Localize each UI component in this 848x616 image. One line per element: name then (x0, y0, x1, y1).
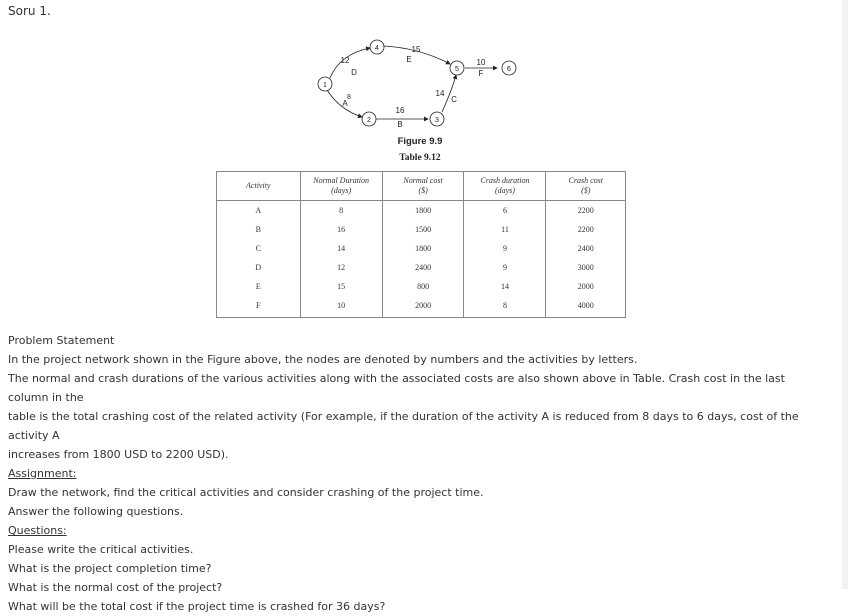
problem-text (8, 331, 808, 616)
cell: 800 (382, 277, 464, 296)
cell: E (255, 282, 261, 291)
activity-table (216, 171, 626, 318)
cell: 4000 (546, 296, 626, 318)
node-3 (430, 112, 444, 126)
edge-F-duration: 10 (476, 58, 486, 67)
cell: B (255, 225, 261, 234)
edge-E-letter: E (406, 55, 412, 64)
problem-line: The normal and crash durations of the various activities along with the associated costs are also shown above in Table. Crash cost in the last column in the (8, 372, 785, 404)
problem-line: table is the total crashing cost of the related activity (For example, if the duration of the activity A is reduced from 8 days to 6 days, cost of the activity A (8, 410, 799, 442)
table-header-row (217, 172, 626, 201)
col-header-normal-duration: Normal Duration (days) (300, 172, 382, 201)
cell: 8 (300, 201, 382, 221)
cell: 1800 (382, 201, 464, 221)
cell: 6 (464, 201, 546, 221)
table-row (217, 277, 626, 296)
cell: 2000 (546, 277, 626, 296)
edge-A-letter: A (342, 99, 348, 108)
col-header-activity: Activity (217, 172, 301, 201)
questions-heading: Questions: (8, 524, 67, 537)
question-item: What will be the total cost if the project time is crashed for 36 days? (8, 600, 386, 613)
cell: A (255, 206, 262, 215)
node-5 (450, 61, 464, 75)
col-header-crash-duration: Crash duration (days) (464, 172, 546, 201)
svg-text:5: 5 (455, 66, 459, 73)
table-row (217, 258, 626, 277)
cell: D (255, 263, 262, 272)
svg-text:3: 3 (435, 117, 439, 124)
cell: 8 (464, 296, 546, 318)
problem-heading: Problem Statement (8, 334, 115, 347)
cell: 11 (464, 220, 546, 239)
svg-text:4: 4 (375, 45, 379, 52)
problem-line: In the project network shown in the Figure above, the nodes are denoted by numbers and the activities by letters. (8, 353, 638, 366)
table-row (217, 220, 626, 239)
question-item: What is the project completion time? (8, 562, 212, 575)
cell: 2400 (382, 258, 464, 277)
cell: 14 (300, 239, 382, 258)
cell: 16 (300, 220, 382, 239)
cell: 10 (300, 296, 382, 318)
assignment-line: Draw the network, find the critical activities and consider crashing of the project time. (8, 486, 484, 499)
figure-caption: Figure 9.9 (397, 136, 443, 147)
cell: F (256, 301, 261, 310)
svg-text:1: 1 (323, 82, 327, 89)
cell: 2200 (546, 201, 626, 221)
question-item: Please write the critical activities. (8, 543, 194, 556)
svg-text:6: 6 (507, 66, 511, 73)
col-header-crash-cost: Crash cost ($) (546, 172, 626, 201)
cell: 15 (300, 277, 382, 296)
cell: 2400 (546, 239, 626, 258)
problem-line: increases from 1800 USD to 2200 USD). (8, 448, 229, 461)
node-6 (502, 61, 516, 75)
table-caption: Table 9.12 (399, 153, 441, 163)
cell: 2200 (546, 220, 626, 239)
node-2 (362, 112, 376, 126)
assignment-line: Answer the following questions. (8, 505, 184, 518)
cell: 1500 (382, 220, 464, 239)
cell: 9 (464, 239, 546, 258)
question-title: Soru 1. (8, 4, 51, 18)
edge-B-letter: B (397, 120, 403, 129)
question-item: What is the normal cost of the project? (8, 581, 223, 594)
cell: 2000 (382, 296, 464, 318)
edge-E-duration: 15 (411, 45, 421, 54)
edge-C-duration: 14 (435, 89, 445, 98)
edge-F-letter: F (478, 69, 484, 78)
cell: 9 (464, 258, 546, 277)
cell: 14 (464, 277, 546, 296)
assignment-heading: Assignment: (8, 467, 77, 480)
svg-text:2: 2 (367, 117, 371, 124)
table-row (217, 296, 626, 318)
col-header-normal-cost: Normal cost ($) (382, 172, 464, 201)
edge-A-duration: 8 (347, 94, 351, 101)
cell: C (255, 244, 261, 253)
edge-D (330, 48, 370, 78)
table-row (217, 239, 626, 258)
edge-C-letter: C (451, 95, 457, 104)
cell: 3000 (546, 258, 626, 277)
edge-D-letter: D (351, 68, 357, 77)
node-1 (318, 77, 332, 91)
edge-B-duration: 16 (395, 106, 405, 115)
cell: 12 (300, 258, 382, 277)
table-row (217, 201, 626, 221)
cell: 1800 (382, 239, 464, 258)
node-4 (370, 40, 384, 54)
edge-D-duration: 12 (340, 56, 350, 65)
